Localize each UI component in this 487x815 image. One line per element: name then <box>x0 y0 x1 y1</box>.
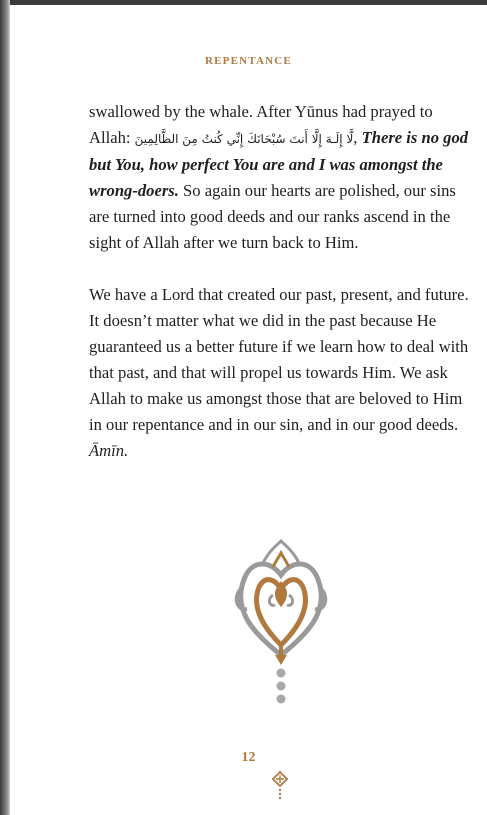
page-number: 12 <box>241 750 256 765</box>
arabic-verse: لَّا إِلَـهَ إِلَّا أَنتَ سُبْحَانَكَ إِنِّي كُنتُ مِنَ الظَّالِمِينَ <box>134 132 354 146</box>
diamond-ornament-icon <box>271 770 289 802</box>
body-text <box>89 99 473 490</box>
paragraph-1-rest: So again our hearts are polished, our sins are turned into good deeds and our ranks ascend in the sight of Allah after we turn back to Him. <box>89 181 456 252</box>
running-header: REPENTANCE <box>205 55 292 67</box>
paragraph-1-start: swallowed by the whale. After Yūnus had prayed to Allah: <box>89 102 433 147</box>
book-page <box>10 5 487 815</box>
paragraph-2-ending: Āmīn. <box>89 441 129 460</box>
paragraph-1 <box>89 99 473 256</box>
paragraph-2 <box>89 282 473 464</box>
page-edge-shadow <box>0 0 10 815</box>
verse-translation: There is no god but You, how perfect You are and I was amongst the wrong-doers. <box>89 128 469 200</box>
floral-ornament-icon <box>223 537 339 707</box>
paragraph-2-text: We have a Lord that created our past, present, and future. It doesn’t matter what we did in the past because He guaranteed us a better future if we learn how to deal with that past, and that will propel us towards Him. We ask Allah to make us amongst those that are beloved to Him in our repentance and in our sin, and in our good deeds. <box>89 285 469 434</box>
comma-separator: , <box>353 128 362 147</box>
